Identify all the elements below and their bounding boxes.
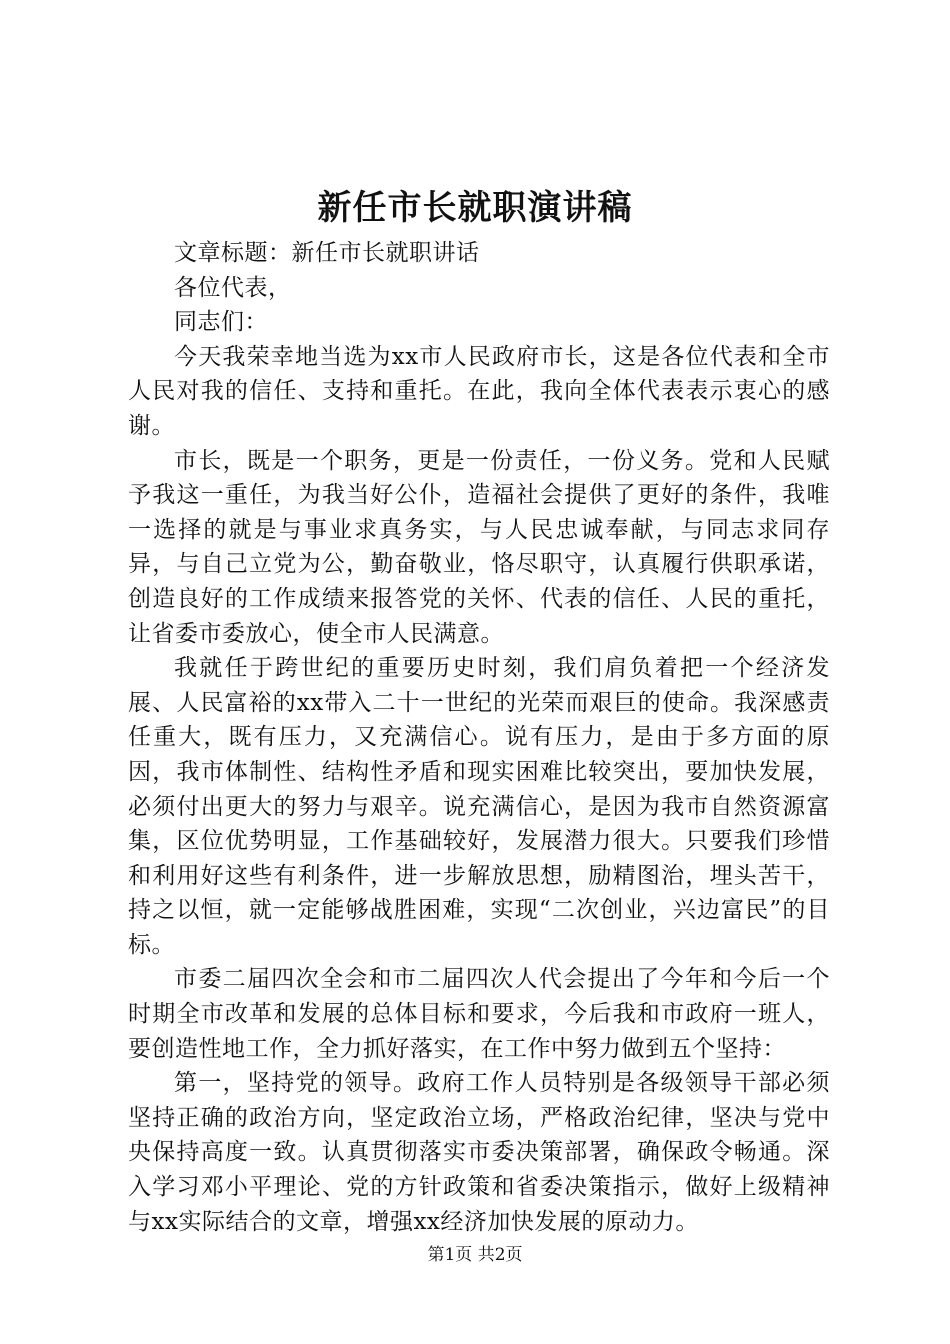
paragraph-body: 市委二届四次全会和市二届四次人代会提出了今年和今后一个时期全市改革和发展的总体目标和要求，今后我和市政府一班人，要创造性地工作，全力抓好落实，在工作中努力做到五个坚持：	[128, 966, 830, 1062]
paragraph-salutation-comrades: 同志们：	[174, 309, 268, 336]
page-number: 第1页 共2页	[427, 1245, 523, 1265]
paragraph-body: 第一，坚持党的领导。政府工作人员特别是各级领导干部必须坚持正确的政治方向，坚定政治立场，严格政治纪律，坚决与党中央保持高度一致。认真贯彻落实市委决策部署，确保政令畅通。深入学习邓小平理论、党的方针政策和省委决策指示，做好上级精神与xx实际结合的文章，增强xx经济加快发展的原动力。	[128, 1070, 830, 1235]
paragraph-article-title: 文章标题：新任市长就职讲话	[174, 240, 480, 266]
paragraph-body: 今天我荣幸地当选为xx市人民政府市长，这是各位代表和全市人民对我的信任、支持和重托。在此，我向全体代表表示衷心的感谢。	[128, 343, 830, 439]
document-body	[128, 236, 830, 1239]
paragraph-body: 我就任于跨世纪的重要历史时刻，我们肩负着把一个经济发展、人民富裕的xx带入二十一世纪的光荣而艰巨的使命。我深感责任重大，既有压力，又充满信心。说有压力，是由于多方面的原因，我市体制性、结构性矛盾和现实困难比较突出，要加快发展，必须付出更大的努力与艰辛。说充满信心，是因为我市自然资源富集，区位优势明显，工作基础较好，发展潜力很大。只要我们珍惜和利用好这些有利条件，进一步解放思想，励精图治，埋头苦干，持之以恒，就一定能够战胜困难，实现“二次创业，兴边富民”的目标。	[128, 655, 830, 958]
paragraph-salutation-delegates: 各位代表，	[174, 274, 292, 301]
document-title: 新任市长就职演讲稿	[317, 188, 633, 228]
paragraph-body: 市长，既是一个职务，更是一份责任，一份义务。党和人民赋予我这一重任，为我当好公仆，造福社会提供了更好的条件，我唯一选择的就是与事业求真务实，与人民忠诚奉献，与同志求同存异，与自己立党为公，勤奋敬业，恪尽职守，认真履行供职承诺，创造良好的工作成绩来报答党的关怀、代表的信任、人民的重托，让省委市委放心，使全市人民满意。	[128, 447, 830, 647]
